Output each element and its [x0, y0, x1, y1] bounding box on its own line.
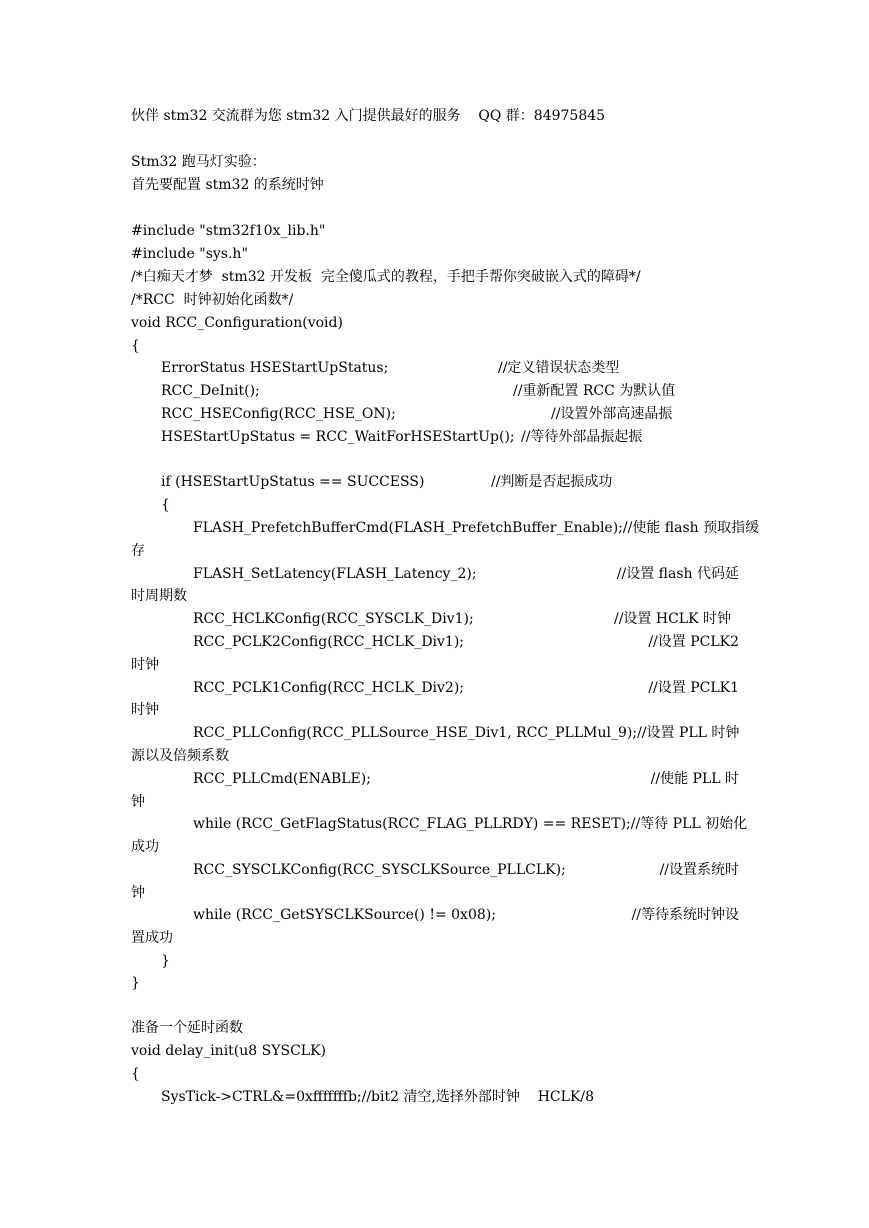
comment-banner: /*白痴天才梦 stm32 开发板 完全傻瓜式的教程，手把手帮你突破嵌入式的障碍*/: [131, 269, 641, 285]
code-text: RCC_HCLKConfig(RCC_SYSCLK_Div1);: [193, 611, 474, 627]
code-comment: //定义错误状态类型: [498, 360, 620, 376]
code-text: if (HSEStartUpStatus == SUCCESS): [161, 474, 425, 490]
code-line: [161, 426, 771, 448]
code-line: [193, 813, 748, 835]
code-text: FLASH_SetLatency(FLASH_Latency_2);: [193, 566, 477, 582]
open-brace: {: [131, 1066, 140, 1082]
code-line: SysTick->CTRL&=0xfffffffb;//bit2 清空,选择外部时钟 HCLK/8: [161, 1089, 595, 1105]
code-text: RCC_PLLConfig(RCC_PLLSource_HSE_Div1, RCC_PLLMul_9);: [193, 725, 638, 741]
header-line: 伙伴 stm32 交流群为您 stm32 入门提供最好的服务 QQ 群：84975845: [131, 108, 606, 124]
code-line: [161, 403, 771, 425]
wrapped-comment: 存: [131, 543, 145, 559]
wrapped-comment: 成功: [131, 839, 159, 855]
code-comment: //设置外部高速晶振: [551, 406, 673, 422]
code-text: FLASH_PrefetchBufferCmd(FLASH_PrefetchBuffer_Enable);: [193, 520, 623, 536]
code-text: RCC_HSEConfig(RCC_HSE_ON);: [161, 406, 396, 422]
code-comment: //重新配置 RCC 为默认值: [513, 383, 676, 399]
code-text: RCC_PCLK1Config(RCC_HCLK_Div2);: [193, 680, 465, 696]
code-comment: //设置 flash 代码延: [616, 566, 739, 582]
code-line: [193, 768, 739, 790]
code-comment: //设置 PCLK2: [648, 634, 739, 650]
wrapped-comment: 时周期数: [131, 588, 187, 604]
code-text: RCC_PLLCmd(ENABLE);: [193, 771, 371, 787]
code-comment: //设置 HCLK 时钟: [614, 611, 732, 627]
code-line: [193, 631, 739, 653]
code-text: ErrorStatus HSEStartUpStatus;: [161, 360, 389, 376]
delay-signature: void delay_init(u8 SYSCLK): [131, 1043, 326, 1059]
code-line: [193, 904, 739, 926]
wrapped-comment: 时钟: [131, 702, 159, 718]
close-brace: }: [161, 953, 170, 969]
code-comment: //使能 PLL 时: [650, 771, 739, 787]
code-text: RCC_SYSCLKConfig(RCC_SYSCLKSource_PLLCLK);: [193, 862, 566, 878]
experiment-title: Stm32 跑马灯实验：: [131, 154, 266, 170]
code-line: [161, 471, 771, 493]
code-line: [193, 517, 760, 539]
code-comment: //设置 PCLK1: [648, 680, 739, 696]
wrapped-comment: 源以及倍频系数: [131, 748, 229, 764]
code-line: [193, 722, 739, 744]
include-line: #include "sys.h": [131, 246, 248, 262]
function-signature: void RCC_Configuration(void): [131, 315, 343, 331]
wrapped-comment: 钟: [131, 885, 145, 901]
open-brace: {: [161, 497, 170, 513]
include-line: #include "stm32f10x_lib.h": [131, 223, 326, 239]
code-text: while (RCC_GetSYSCLKSource() != 0x08);: [193, 907, 496, 923]
code-comment: //使能 flash 预取指缓: [622, 520, 760, 536]
intro-text: 首先要配置 stm32 的系统时钟: [131, 177, 324, 193]
comment-rcc: /*RCC 时钟初始化函数*/: [131, 292, 294, 308]
code-line: [193, 608, 803, 630]
code-comment: //判断是否起振成功: [491, 474, 613, 490]
open-brace: {: [131, 338, 140, 354]
code-comment: //等待 PLL 初始化: [630, 816, 748, 832]
code-line: [193, 677, 739, 699]
code-line: [161, 380, 771, 402]
code-text: RCC_PCLK2Config(RCC_HCLK_Div1);: [193, 634, 465, 650]
code-text: RCC_DeInit();: [161, 383, 260, 399]
code-text: HSEStartUpStatus = RCC_WaitForHSEStartUp();: [161, 429, 515, 445]
delay-title: 准备一个延时函数: [131, 1020, 243, 1036]
code-line: [161, 357, 771, 379]
close-brace: }: [131, 975, 140, 991]
code-comment: //等待外部晶振起振: [521, 429, 643, 445]
code-comment: //等待系统时钟设: [631, 907, 739, 923]
code-line: [193, 563, 739, 585]
code-comment: //设置 PLL 时钟: [637, 725, 740, 741]
wrapped-comment: 置成功: [131, 930, 173, 946]
wrapped-comment: 钟: [131, 794, 145, 810]
code-comment: //设置系统时: [659, 862, 739, 878]
code-line: [193, 859, 739, 881]
wrapped-comment: 时钟: [131, 657, 159, 673]
code-text: while (RCC_GetFlagStatus(RCC_FLAG_PLLRDY) == RESET);: [193, 816, 631, 832]
